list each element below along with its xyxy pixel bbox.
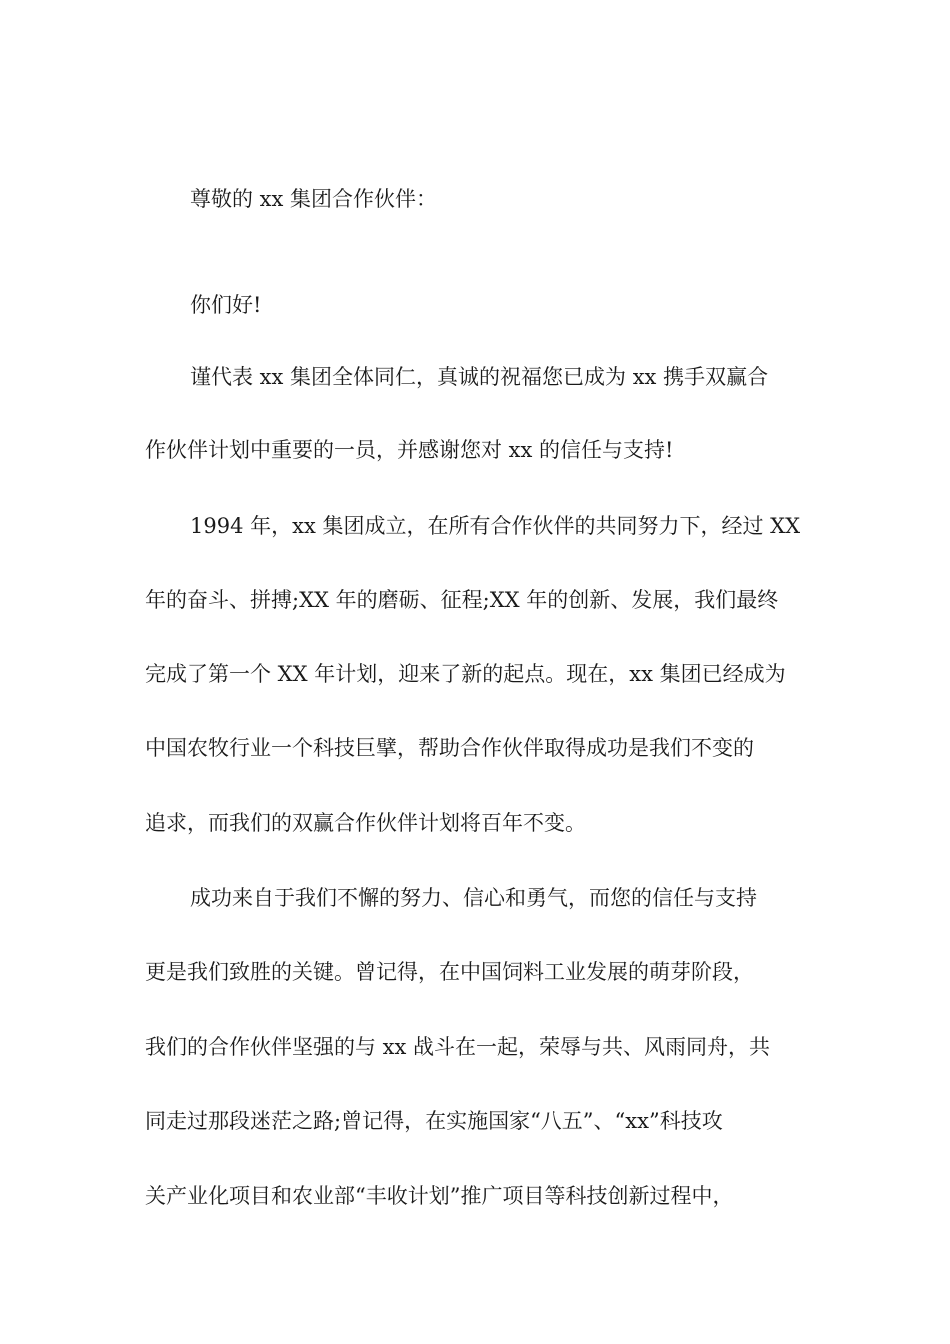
paragraph-line: 年的奋斗、拼搏;XX 年的磨砺、征程;XX 年的创新、发展，我们最终: [145, 588, 779, 612]
paragraph-line: 成功来自于我们不懈的努力、信心和勇气，而您的信任与支持: [190, 886, 757, 910]
paragraph-line: 更是我们致胜的关键。曾记得，在中国饲料工业发展的萌芽阶段，: [145, 960, 754, 984]
salutation: 尊敬的 xx 集团合作伙伴：: [190, 187, 438, 211]
paragraph-line: 我们的合作伙伴坚强的与 xx 战斗在一起，荣辱与共、风雨同舟，共: [145, 1035, 771, 1059]
paragraph-line: 关产业化项目和农业部“丰收计划”推广项目等科技创新过程中，: [145, 1184, 734, 1208]
greeting: 你们好!: [190, 293, 262, 317]
paragraph-line: 同走过那段迷茫之路;曾记得，在实施国家“八五”、“xx”科技攻: [145, 1109, 723, 1133]
paragraph-line: 1994 年，xx 集团成立，在所有合作伙伴的共同努力下，经过 XX: [190, 514, 801, 538]
paragraph-line: 作伙伴计划中重要的一员，并感谢您对 xx 的信任与支持!: [145, 438, 674, 462]
paragraph-line: 追求，而我们的双赢合作伙伴计划将百年不变。: [145, 811, 586, 835]
paragraph-line: 谨代表 xx 集团全体同仁，真诚的祝福您已成为 xx 携手双赢合: [190, 365, 769, 389]
paragraph-line: 中国农牧行业一个科技巨擘，帮助合作伙伴取得成功是我们不变的: [145, 736, 754, 760]
paragraph-line: 完成了第一个 XX 年计划，迎来了新的起点。现在，xx 集团已经成为: [145, 662, 786, 686]
